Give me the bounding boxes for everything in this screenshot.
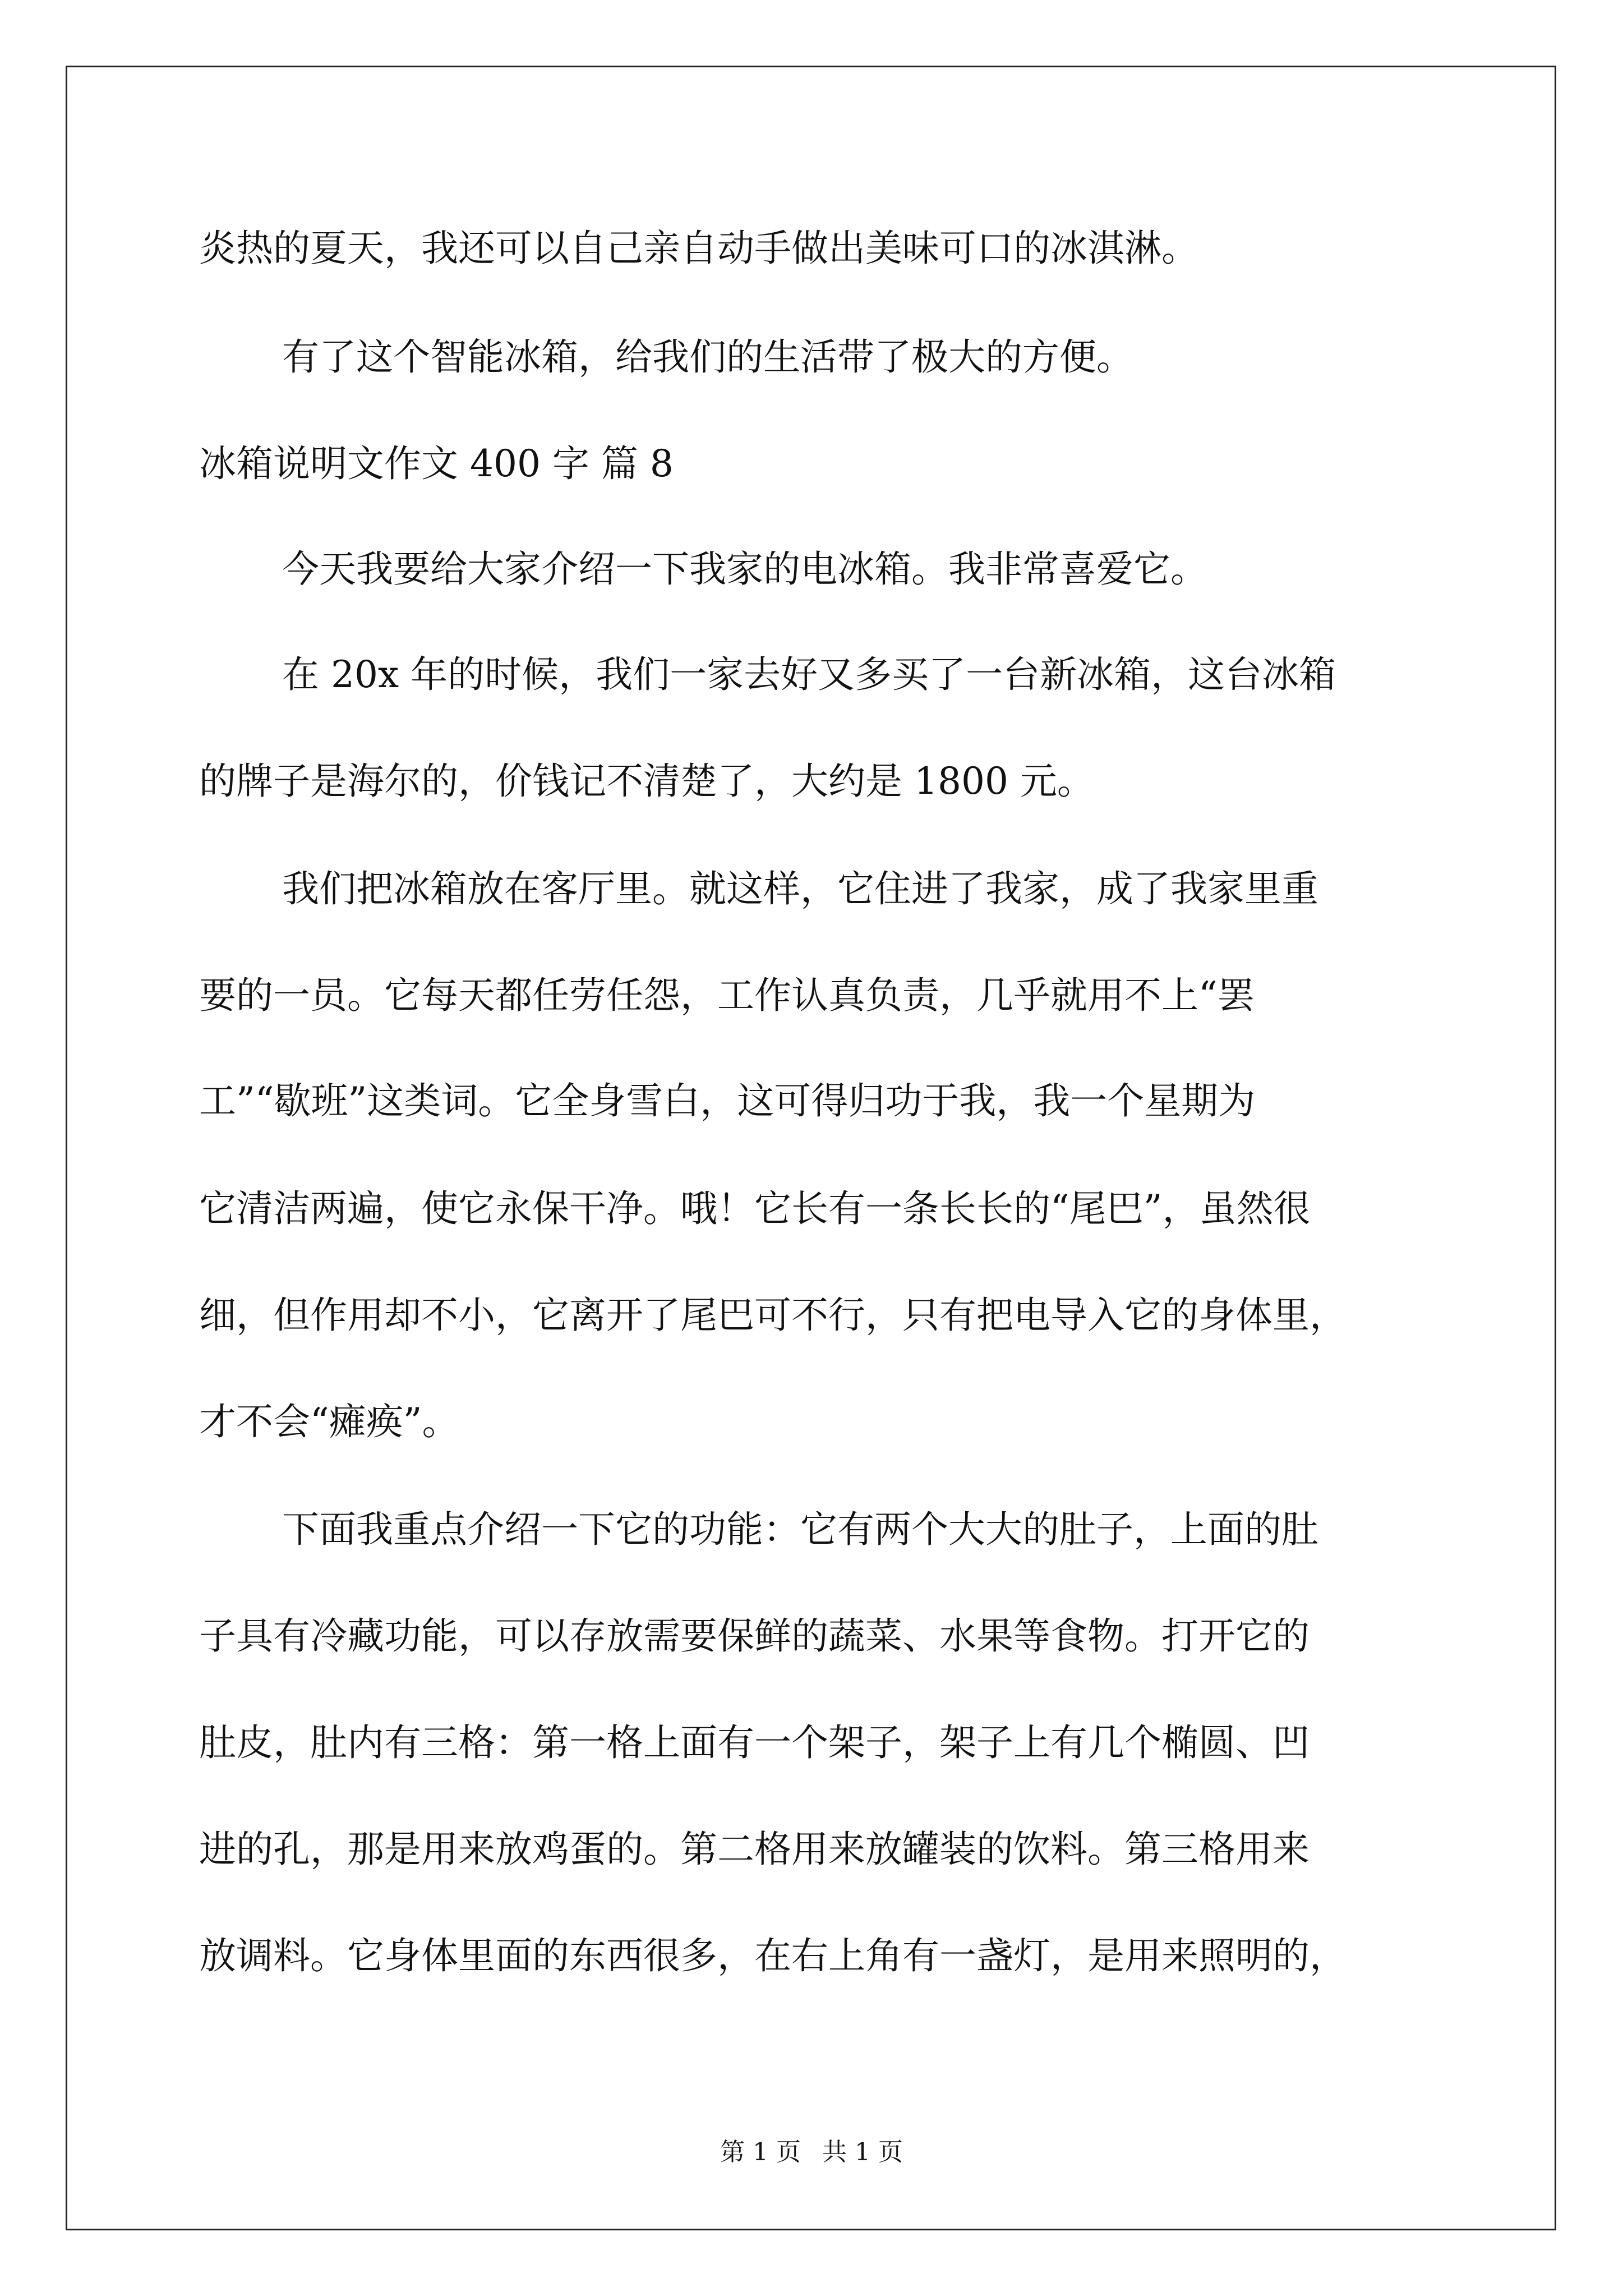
- page-total: 共 1 页: [822, 2138, 903, 2166]
- section-heading: 冰箱说明文作文 400 字 篇 8: [199, 442, 674, 485]
- page-footer: [0, 2132, 1623, 2168]
- text-line-11: 细，但作用却不小，它离开了尾巴可不行，只有把电导入它的身体里，: [199, 1294, 1347, 1337]
- text-line-10: 它清洁两遍，使它永保干净。哦！它长有一条长长的“尾巴”，虽然很: [199, 1187, 1311, 1230]
- text-line-15: 肚皮，肚内有三格：第一格上面有一个架子，架子上有几个椭圆、凹: [199, 1721, 1310, 1764]
- text-line-17: 放调料。它身体里面的东西很多，在右上角有一盏灯，是用来照明的，: [199, 1934, 1347, 1977]
- text-line-9: 工”“歇班”这类词。它全身雪白，这可得归功于我，我一个星期为: [199, 1079, 1256, 1122]
- text-line-7: 我们把冰箱放在客厅里。就这样，它住进了我家，成了我家里重: [282, 867, 1318, 910]
- text-line-14: 子具有冷藏功能，可以存放需要保鲜的蔬菜、水果等食物。打开它的: [199, 1614, 1310, 1658]
- text-line-6: 的牌子是海尔的，价钱记不清楚了，大约是 1800 元。: [199, 760, 1094, 803]
- page-number: 第 1 页: [720, 2138, 801, 2166]
- text-line-16: 进的孔，那是用来放鸡蛋的。第二格用来放罐装的饮料。第三格用来: [199, 1828, 1310, 1871]
- text-line-5: 在 20x 年的时候，我们一家去好又多买了一台新冰箱，这台冰箱: [282, 653, 1336, 696]
- text-line-4: 今天我要给大家介绍一下我家的电冰箱。我非常喜爱它。: [282, 547, 1207, 591]
- text-line-8: 要的一员。它每天都任劳任怨，工作认真负责，几乎就用不上“罢: [199, 974, 1255, 1017]
- text-line-12: 才不会“瘫痪”。: [199, 1400, 459, 1443]
- text-line-13: 下面我重点介绍一下它的功能：它有两个大大的肚子，上面的肚: [282, 1508, 1318, 1551]
- text-line-2: 有了这个智能冰箱，给我们的生活带了极大的方便。: [282, 335, 1133, 379]
- text-line-1: 炎热的夏天，我还可以自己亲自动手做出美味可口的冰淇淋。: [199, 227, 1198, 270]
- page-border: [66, 66, 1556, 2230]
